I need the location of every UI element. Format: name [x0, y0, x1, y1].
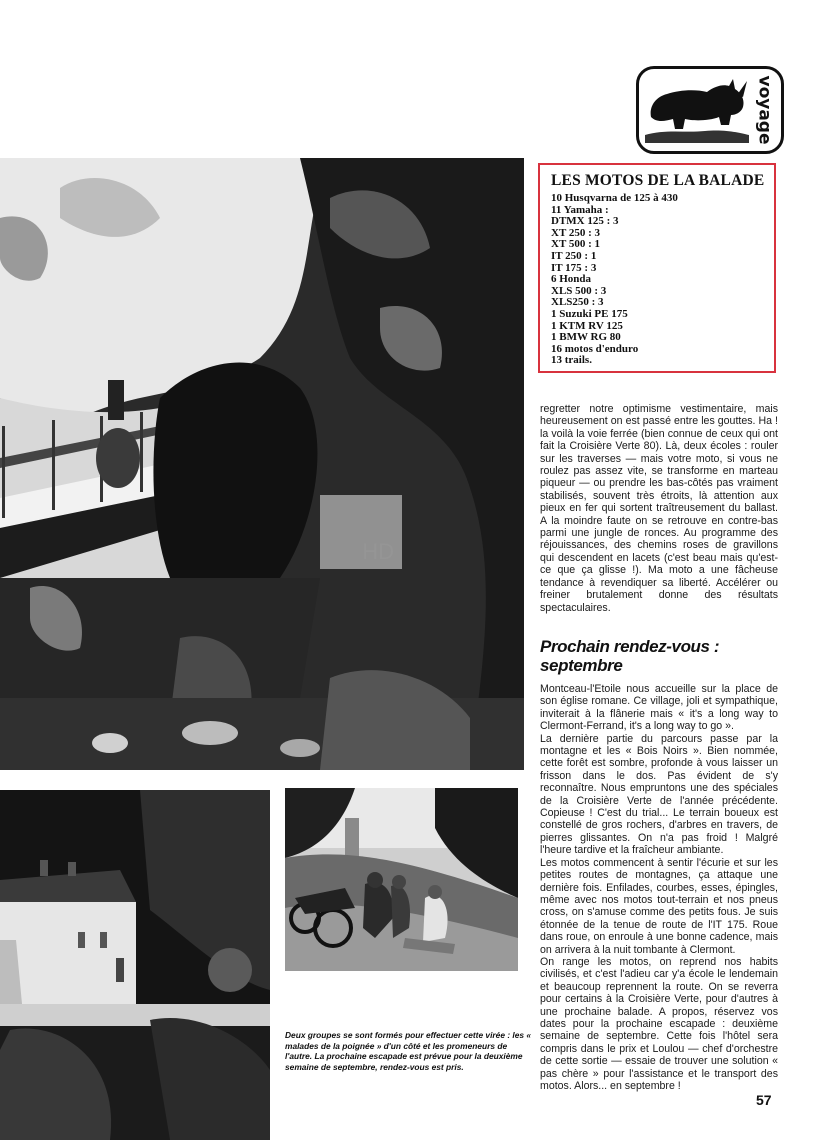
article-paragraph: On range les motos, on reprend nos habits civilisés, et c'est l'adieu car y'a école le lendemain et beaucoup reprennent la route. On se reverra pour certains à la Croisière Verte, pour d'autres à une prochaine balade. A propos, réservez vos dates pour la prochaine escapade : deuxième semaine de septembre. Cette fois l'hôtel sera compris dans le prix et Loulou — chef d'orchestre de cette sortie — essaie de trouver une solution « pas chère » pour l'assistance et le transport des motos. Alors... en septembre !: [540, 955, 778, 1092]
list-item: 10 Husqvarna de 125 à 430: [551, 192, 678, 204]
motos-sidebar-box: [538, 163, 776, 373]
list-item: XLS250 : 3: [551, 296, 604, 309]
article-paragraph: Montceau-l'Etoile nous accueille sur la place de son église romane. Ce village, joli et sympathique, inviterait à la flânerie mais « it's a long way to Clermont-Ferrand, it's a long way to go ».: [540, 683, 778, 733]
section-heading: Prochain rendez-vous : septembre: [540, 637, 720, 675]
list-item: 1 BMW RG 80: [551, 331, 621, 344]
voyage-logo: [636, 66, 782, 152]
list-item: 13 trails.: [551, 354, 592, 367]
watermark: [320, 495, 402, 569]
list-item: 1 KTM RV 125: [551, 319, 623, 332]
list-item: 16 motos d'enduro: [551, 342, 639, 355]
article-bottom-column: [540, 683, 778, 1092]
sidebar-title: LES MOTOS DE LA BALADE: [551, 172, 765, 189]
list-item: XT 500 : 1: [551, 238, 600, 251]
article-paragraph: regretter notre optimisme vestimentaire, mais heureusement on est passé entre les gouttes. Ha ! la voilà la voie ferrée (bien connue de ceux qui ont fait la Croisière Verte 80). Là, deux écoles : rouler sur les traverses — mais votre moto, si vous ne roulez pas assez vite, se transforme en marteau piqueur — ou prendre les bas-côtés pas vraiment stabilisés, souvent très étroits, là attention aux pieux en fer qui sortent traîtreusement du ballast. A la moindre faute on se retrouve en contre-bas parmi une jungle de ronces. Au programme des réjouissances, des chemins roses de gravillons qui descendent en lacets (c'est beau mais qu'est-ce que ça glisse !). Ma moto a une fâcheuse tendance à revendiquer sa liberté. Accélérer ou freiner brutalement donne des résultats spectaculaires.: [540, 403, 778, 614]
article-paragraph: Les motos commencent à sentir l'écurie et sur les petites routes de montagnes, ça attaque une dernière fois. Enfilades, courbes, esses, épingles, même avec nos motos tout-terrain et nos pneus cross, on s'amuse comme des petits fous. Je suis étonnée de la tenue de route de l'IT 175. Roue dans roue, on enroule à une bonne cadence, mais on arrivera à la nuit tombante à Clermont.: [540, 856, 778, 956]
watermark-text: HD: [362, 539, 394, 564]
list-item: IT 175 : 3: [551, 261, 597, 274]
list-item: DTMX 125 : 3: [551, 215, 619, 228]
list-item: 1 Suzuki PE 175: [551, 307, 628, 320]
article-paragraph: La dernière partie du parcours passe par la montagne et les « Bois Noirs ». Bien nommée, cette forêt est sombre, profonde à vous laisser un frisson dans le dos. Pas évident de s'y reconnaître. Nous empruntons une des spéciales de la Croisière Verte de l'année précédente. Copieuse ! C'est du trial... Le terrain boueux est constellé de gros rochers, d'arbres en travers, de pierres glissantes. On n'a pas froid ! Malgré l'heure tardive et la fraîcheur ambiante.: [540, 732, 778, 857]
list-item: 11 Yamaha :: [551, 203, 609, 216]
forest-bridge-photo: [0, 158, 524, 770]
list-item: 6 Honda: [551, 273, 592, 286]
photo-caption: Deux groupes se sont formés pour effectuer cette virée : les « malades de la poignée » d'un côté et les promeneurs de l'autre. La prochaine escapade est prévue pour la deuxième semaine de septembre, rendez-vous est pris.: [285, 1030, 532, 1072]
riders-photo: [285, 788, 518, 971]
list-item: XT 250 : 3: [551, 226, 600, 239]
page-number: 57: [756, 1092, 772, 1108]
rhinoceros-icon: [645, 77, 749, 143]
sidebar-list: [551, 193, 774, 367]
logo-word: voyage: [754, 75, 775, 145]
article-top-column: [540, 403, 778, 614]
list-item: XLS 500 : 3: [551, 284, 607, 297]
house-photo: [0, 790, 270, 1140]
list-item: IT 250 : 1: [551, 249, 597, 262]
